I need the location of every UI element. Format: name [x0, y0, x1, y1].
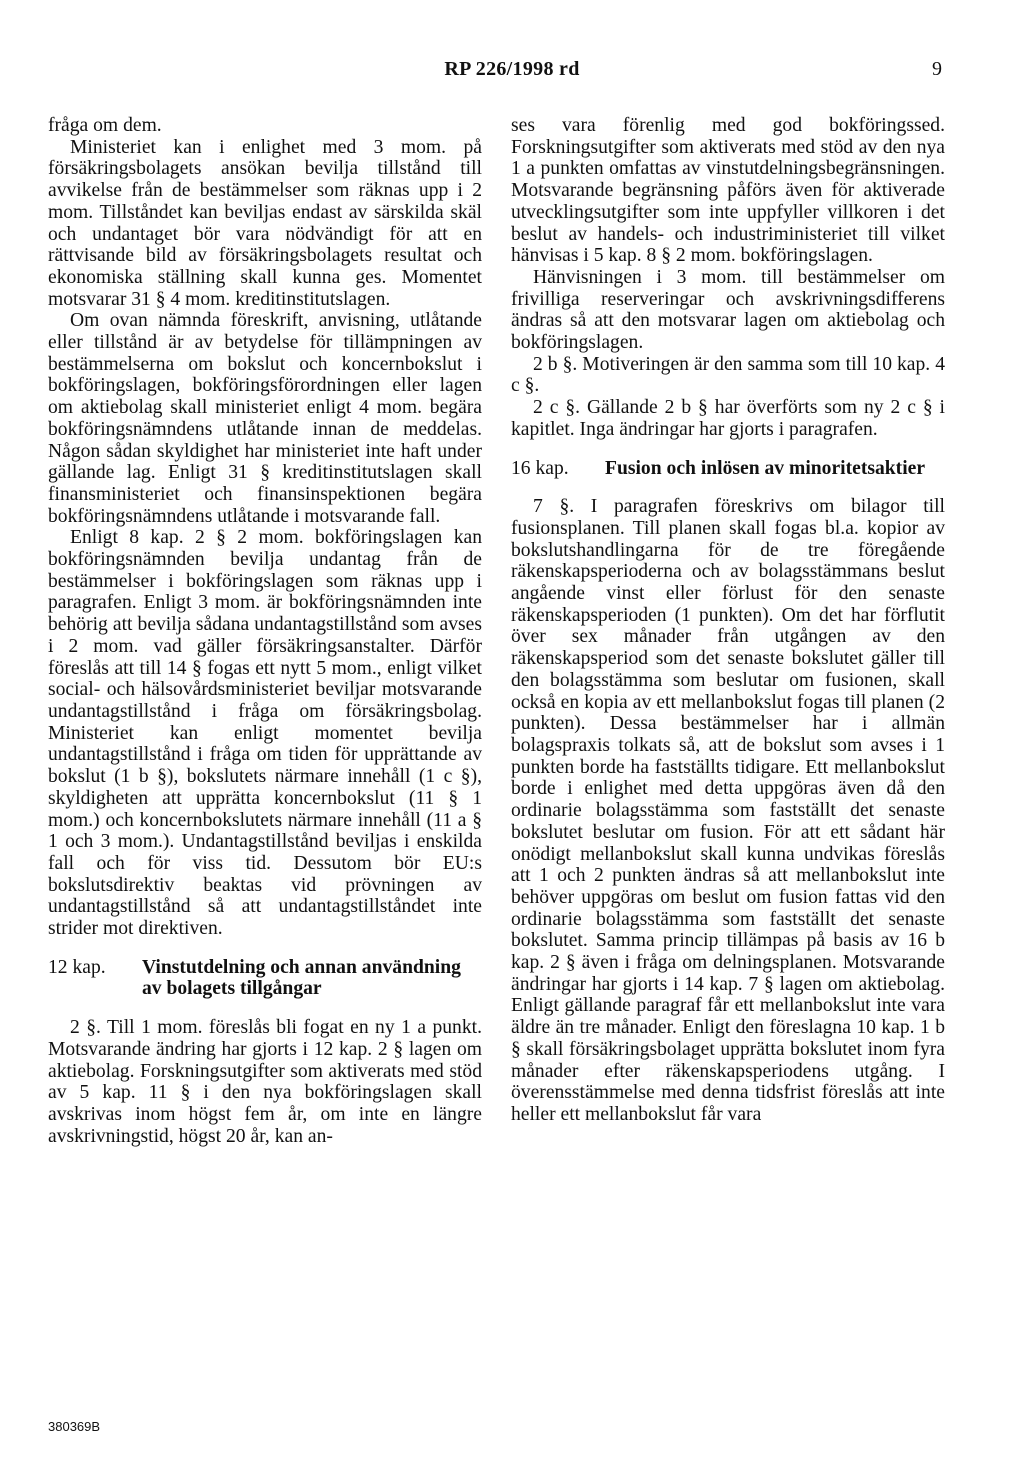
chapter-number: 12 kap.: [48, 956, 106, 978]
paragraph: 2 c §. Gällande 2 b § har överförts som ny 2 c § i kapitlet. Inga ändringar har gjorts i paragrafen.: [511, 397, 945, 440]
paragraph: Hänvisningen i 3 mom. till bestämmelser om frivilliga reserveringar och avskrivningsdifferens ändras så att den motsvarar lagen om aktiebolag och bokföringslagen.: [511, 266, 945, 354]
paragraph: ses vara förenlig med god bokföringssed. Forskningsutgifter som aktiverats med stöd av den nya 1 a punkten omfattas av vinstutdelningsbegränsningen. Motsvarande begränsning påförs även för aktiverade utvecklingsutgifter som inte uppfyller villkoren i det beslut av handels- och industriministeriet till vilket hänvisas i 5 kap. 8 § 2 mom. bokföringslagen.: [511, 115, 945, 267]
chapter-heading: [48, 957, 482, 1000]
document-title: RP 226/1998 rd: [444, 58, 580, 80]
chapter-number: 16 kap.: [511, 457, 569, 479]
chapter-title: Vinstutdelning och annan användning av bolagets tillgångar: [142, 956, 461, 1000]
paragraph: Enligt 8 kap. 2 § 2 mom. bokföringslagen kan bokföringsnämnden bevilja undantag från de bestämmelser i bokföringslagen som räknas upp i paragrafen. Enligt 3 mom. är bokföringsnämnden inte behörig att bevilja sådana undantagstillstånd som avses i 2 mom. vad gäller försäkringsanstalter. Därför föreslås att till 14 § fogas ett nytt 5 mom., enligt vilket social- och hälsovårdsministeriet beviljar motsvarande undantagstillstånd i fråga om försäkringsbolag. Ministeriet kan enligt momentet bevilja undantagstillstånd i fråga om tiden för upprättande av bokslut (1 b §), bokslutets närmare innehåll (1 c §), skyldigheten att upprätta koncernbokslut (11 § 1 mom.) och koncernbokslutets närmare innehåll (11 a § 1 och 3 mom.). Undantagstillstånd beviljas i enskilda fall och för viss tid. Dessutom bör EU:s bokslutsdirektiv beaktas vid prövningen av undantagstillstånd så att undantagstillståndet inte strider mot direktiven.: [48, 527, 482, 940]
left-column: [48, 115, 482, 1147]
paragraph: 2 b §. Motiveringen är den samma som till 10 kap. 4 c §.: [511, 353, 945, 397]
page-header: [0, 58, 1024, 88]
document-code: 380369B: [48, 1419, 101, 1434]
paragraph: Om ovan nämnda föreskrift, anvisning, utlåtande eller tillstånd är av betydelse för tillämpningen av bestämmelserna om bokslut och koncernbokslut i bokföringslagen, bokföringsförordningen eller lagen om aktiebolag skall ministeriet enligt 4 mom. begära bokföringsnämndens utlåtande innan de meddelas. Någon sådan skyldighet har ministeriet inte haft under gällande lag. Enligt 31 § kreditinstitutslagen skall finansministeriet och finansinspektionen begära bokföringsnämndens utlåtande i motsvarande fall.: [48, 310, 482, 527]
page-number: 9: [932, 58, 942, 80]
right-column: [511, 115, 945, 1126]
chapter-title: Fusion och inlösen av minoritetsaktier: [605, 457, 926, 479]
paragraph: 7 §. I paragrafen föreskrivs om bilagor till fusionsplanen. Till planen skall fogas bl.a. kopior av bokslutshandlingarna för de tre föregående räkenskapsperioderna och av bolagsstämmans beslut angående vinst eller förlust för den senaste räkenskapsperioden (1 punkten). Om det har förflutit över sex månader från utgången av den räkenskapsperiod som det senaste bokslutet gäller till den bolagsstämma som beslutar om fusionen, skall också en kopia av ett mellanbokslut fogas till planen (2 punkten). Dessa bestämmelser har i allmän bolagspraxis tolkats så, att de bokslut som avses i 1 punkten borde ha fastställts tidigare. Ett mellanbokslut borde i enlighet med detta uppgöras även då den ordinarie bolagsstämma som fastställt det senaste bokslutet beslutar om fusion. För att ett sådant här onödigt mellanbokslut skall kunna undvikas föreslås att 1 och 2 punkten ändras så att mellanbokslut inte behöver uppgöras om beslut om fusion fattas vid den ordinarie bolagsstämma som fastställt det senaste bokslutet. Samma princip tillämpas på basis av 16 b kap. 2 § även i fråga om delningsplanen. Motsvarande ändringar har gjorts i 14 kap. 7 § lagen om aktiebolag. Enligt gällande paragraf får ett mellanbokslut inte vara äldre än tre månader. Enligt den föreslagna 10 kap. 1 b § skall försäkringsbolaget upprätta bokslutet inom fyra månader efter räkenskapsperiodens utgång. I överensstämmelse med denna tidsfrist föreslås att inte heller ett mellanbokslut får vara: [511, 496, 945, 1125]
chapter-heading: [511, 458, 945, 480]
paragraph: fråga om dem.: [48, 115, 162, 136]
paragraph: Ministeriet kan i enlighet med 3 mom. på försäkringsbolagets ansökan bevilja tillstånd till avvikelse från de bestämmelser som räknas upp i 2 mom. Tillståndet kan beviljas endast av särskilda skäl och undantaget bör vara nödvändigt för att en rättvisande bild av försäkringsbolagets resultat och ekonomiska ställning skall kunna ges. Momentet motsvarar 31 § 4 mom. kreditinstitutslagen.: [48, 136, 482, 310]
paragraph: 2 §. Till 1 mom. föreslås bli fogat en ny 1 a punkt. Motsvarande ändring har gjorts i 12 kap. 2 § lagen om aktiebolag. Forskningsutgifter som aktiverats med stöd av 5 kap. 11 § i den nya bokföringslagen skall avskrivas inom högst fem år, om inte en längre avskrivningstid, högst 20 år, kan an-: [48, 1017, 482, 1147]
